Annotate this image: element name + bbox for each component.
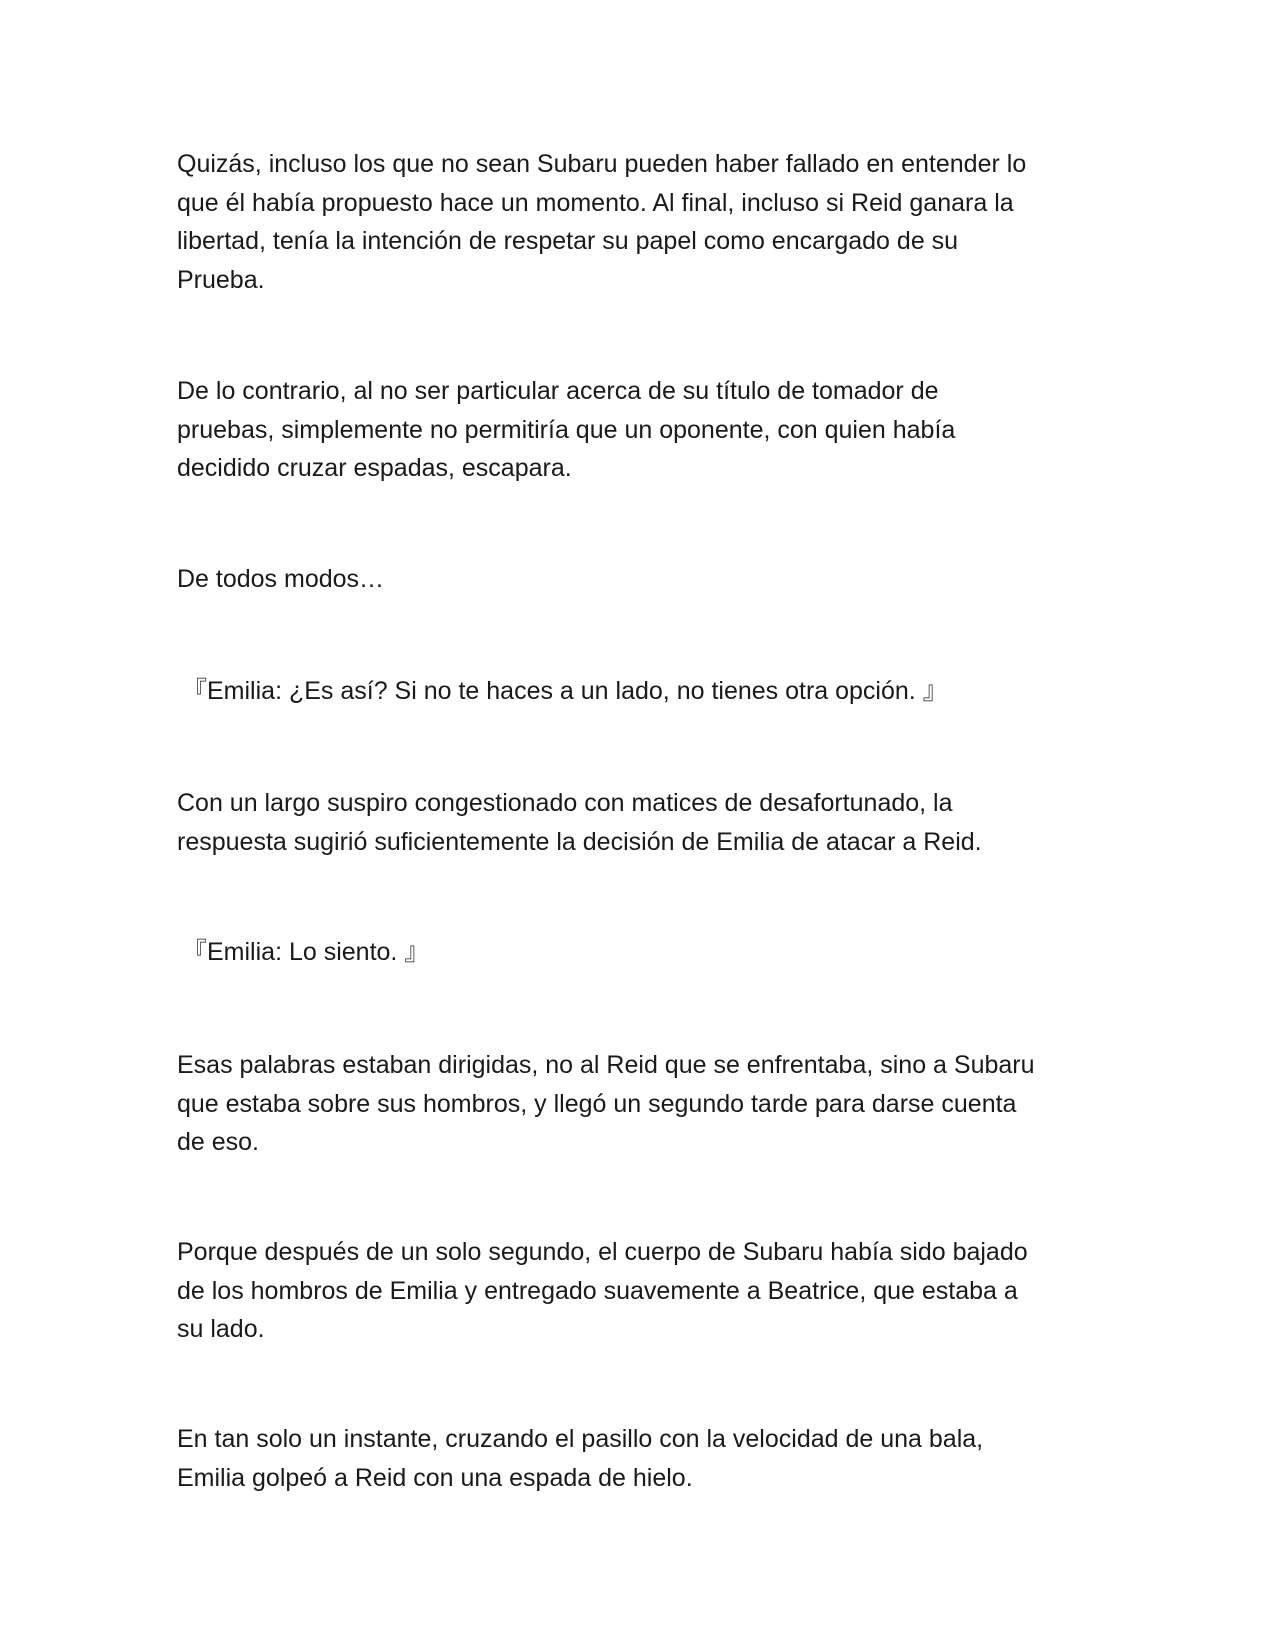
- paragraph-5: [177, 784, 1097, 861]
- paragraph-line: Prueba.: [177, 265, 265, 294]
- dialogue-line: 『Emilia: Lo siento. 』: [182, 938, 430, 966]
- dialogue-2: [182, 933, 1102, 972]
- paragraph-line: Quizás, incluso los que no sean Subaru pueden haber fallado en entender lo: [177, 150, 1027, 178]
- paragraph-8: [177, 1233, 1097, 1349]
- paragraph-line: que estaba sobre sus hombros, y llegó un segundo tarde para darse cuenta: [177, 1089, 1017, 1118]
- paragraph-7: [177, 1046, 1097, 1162]
- paragraph-line: decidido cruzar espadas, escapara.: [177, 454, 572, 482]
- paragraph-line: Emilia golpeó a Reid con una espada de hielo.: [177, 1463, 693, 1492]
- dialogue-1: [182, 672, 1102, 711]
- paragraph-1: [177, 145, 1097, 299]
- paragraph-line: Con un largo suspiro congestionado con matices de desafortunado, la: [177, 789, 953, 817]
- paragraph-line: De lo contrario, al no ser particular acerca de su título de tomador de: [177, 377, 939, 405]
- paragraph-2: [177, 372, 1097, 488]
- paragraph-line: Porque después de un solo segundo, el cuerpo de Subaru había sido bajado: [177, 1238, 1028, 1266]
- paragraph-line: De todos modos…: [177, 565, 385, 593]
- paragraph-line: libertad, tenía la intención de respetar su papel como encargado de su: [177, 227, 959, 255]
- paragraph-3: [177, 560, 1097, 599]
- paragraph-9: [177, 1420, 1097, 1497]
- paragraph-line: respuesta sugirió suficientemente la decisión de Emilia de atacar a Reid.: [177, 827, 982, 856]
- paragraph-line: En tan solo un instante, cruzando el pasillo con la velocidad de una bala,: [177, 1425, 984, 1453]
- dialogue-line: 『Emilia: ¿Es así? Si no te haces a un lado, no tienes otra opción. 』: [182, 677, 948, 705]
- paragraph-line: de eso.: [177, 1128, 260, 1156]
- paragraph-line: Esas palabras estaban dirigidas, no al Reid que se enfrentaba, sino a Subaru: [177, 1051, 1035, 1079]
- paragraph-line: de los hombros de Emilia y entregado suavemente a Beatrice, que estaba a: [177, 1276, 1018, 1305]
- paragraph-line: pruebas, simplemente no permitiría que un oponente, con quien había: [177, 415, 956, 444]
- paragraph-line: que él había propuesto hace un momento. Al final, incluso si Reid ganara la: [177, 188, 1014, 217]
- paragraph-line: su lado.: [177, 1315, 265, 1343]
